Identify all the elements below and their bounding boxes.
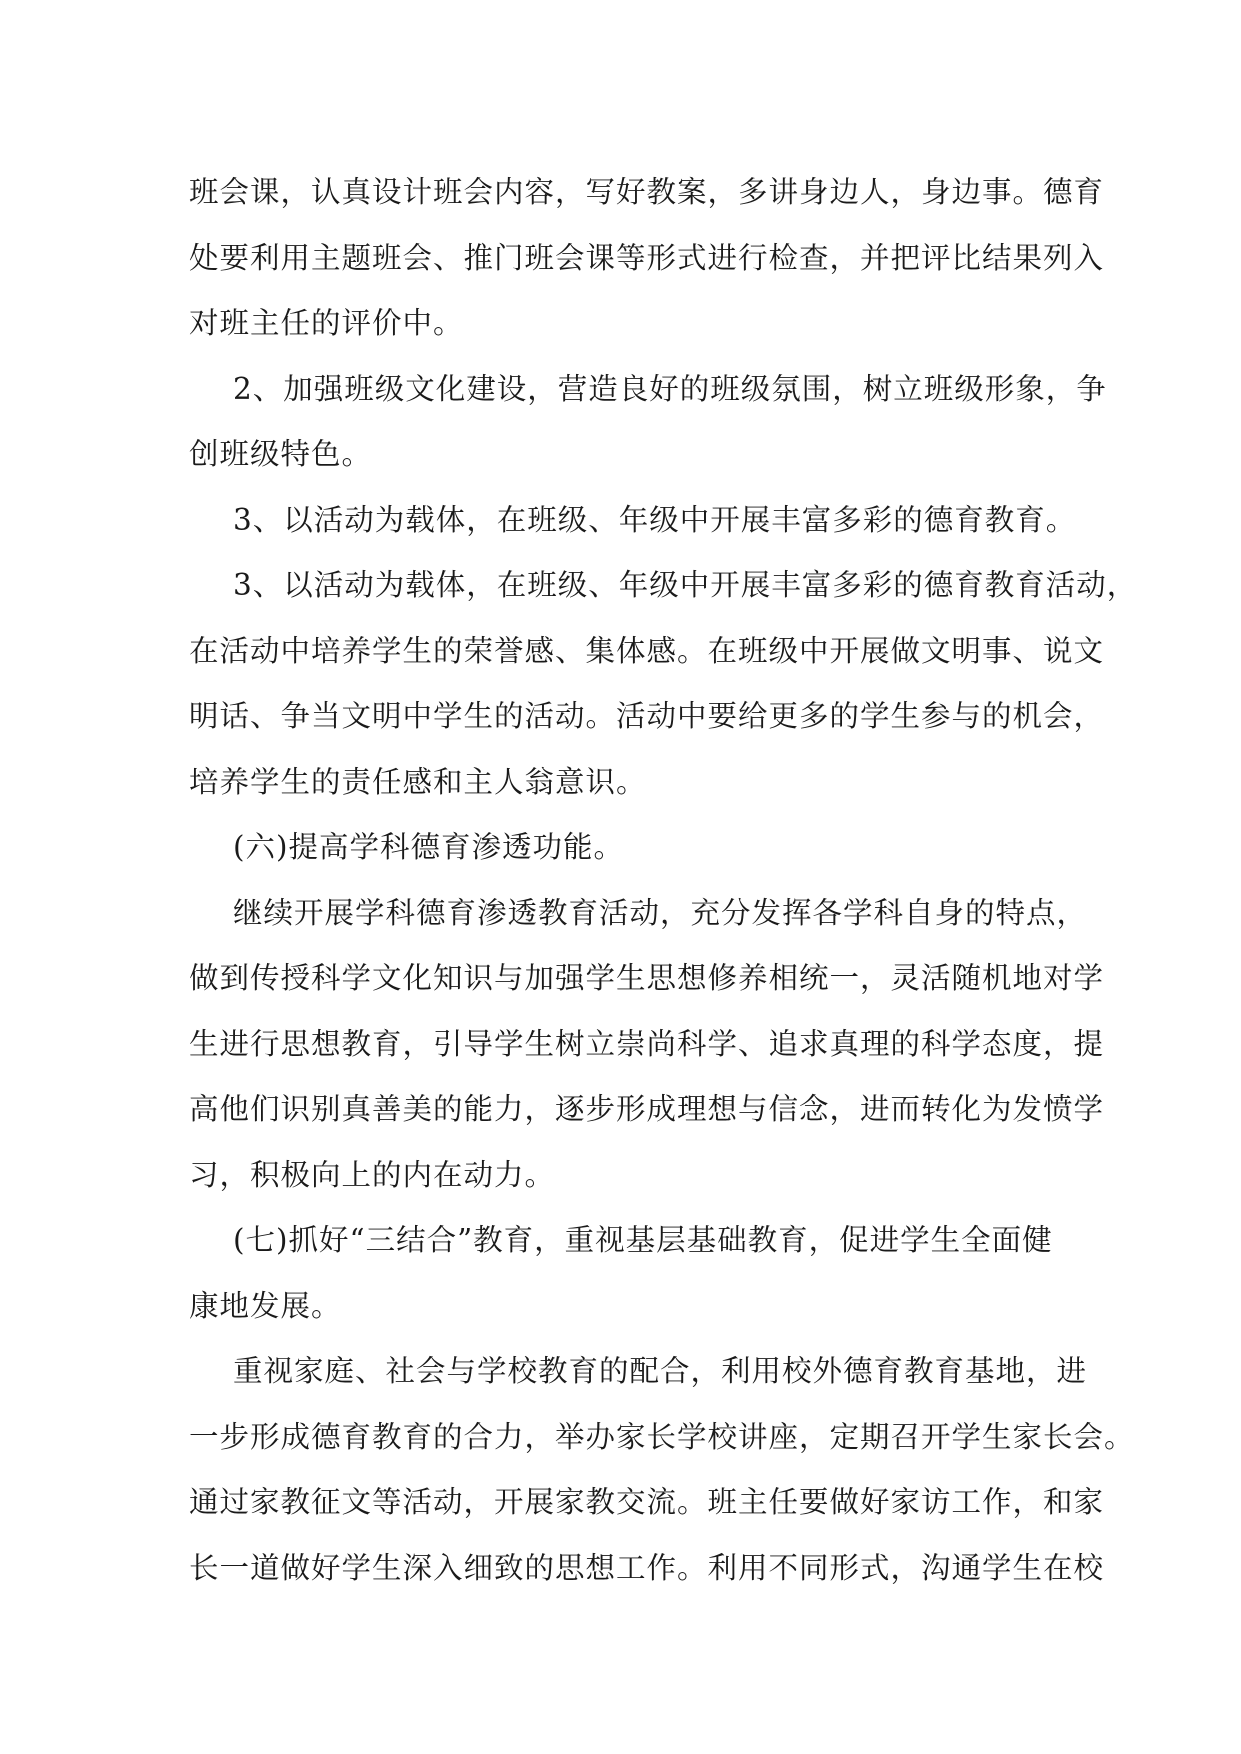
text-line: 重视家庭、社会与学校教育的配合，利用校外德育教育基地，进 bbox=[233, 1354, 1088, 1388]
text-line: 3、以活动为载体，在班级、年级中开展丰富多彩的德育教育。 bbox=[233, 502, 1077, 537]
text-line: 做到传授科学文化知识与加强学生思想修养相统一，灵活随机地对学 bbox=[189, 961, 1105, 995]
text-line: 通过家教征文等活动，开展家教交流。班主任要做好家访工作，和家 bbox=[189, 1485, 1105, 1519]
text-line: 高他们识别真善美的能力，逐步形成理想与信念，进而转化为发愤学 bbox=[189, 1092, 1105, 1126]
text-line: 创班级特色。 bbox=[189, 437, 373, 471]
text-line: 明话、争当文明中学生的活动。活动中要给更多的学生参与的机会， bbox=[189, 699, 1105, 733]
text-line: 生进行思想教育，引导学生树立崇尚科学、追求真理的科学态度，提 bbox=[189, 1026, 1105, 1061]
section-heading: (六)提高学科德育渗透功能。 bbox=[233, 830, 625, 864]
text-line: 对班主任的评价中。 bbox=[189, 306, 464, 340]
text-line: 在活动中培养学生的荣誉感、集体感。在班级中开展做文明事、说文 bbox=[189, 633, 1105, 668]
text-line: 康地发展。 bbox=[189, 1288, 342, 1323]
text-line: 长一道做好学生深入细致的思想工作。利用不同形式，沟通学生在校 bbox=[189, 1550, 1105, 1585]
text-line: 班会课，认真设计班会内容，写好教案，多讲身边人，身边事。德育 bbox=[189, 175, 1105, 209]
text-line: 培养学生的责任感和主人翁意识。 bbox=[189, 764, 647, 799]
text-line: 继续开展学科德育渗透教育活动，充分发挥各学科自身的特点， bbox=[233, 895, 1088, 930]
text-line: 处要利用主题班会、推门班会课等形式进行检查，并把评比结果列入 bbox=[189, 240, 1105, 275]
text-line: 一步形成德育教育的合力，举办家长学校讲座，定期召开学生家长会。 bbox=[189, 1419, 1135, 1454]
document-body bbox=[189, 160, 1138, 1601]
text-line: 习，积极向上的内在动力。 bbox=[189, 1157, 556, 1192]
text-line: 2、加强班级文化建设，营造良好的班级氛围，树立班级形象，争 bbox=[233, 371, 1107, 406]
section-heading: (七)抓好“三结合”教育，重视基层基础教育，促进学生全面健 bbox=[233, 1223, 1053, 1257]
text-line: 3、以活动为载体，在班级、年级中开展丰富多彩的德育教育活动， bbox=[233, 568, 1138, 602]
